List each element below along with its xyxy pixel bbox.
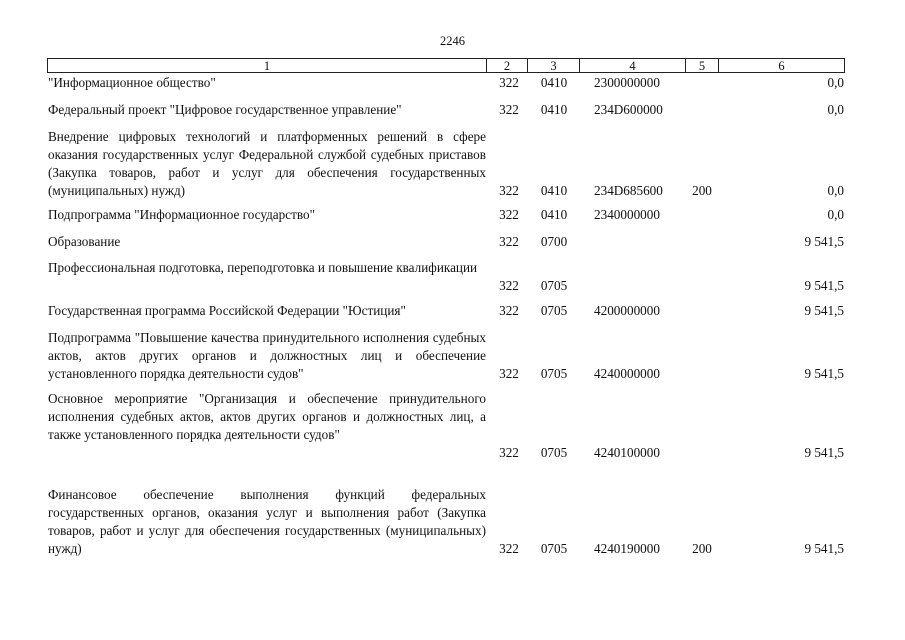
table-row (0, 74, 905, 92)
table-row (0, 329, 905, 383)
header-col-3: 3 (527, 58, 579, 73)
row-col-4: 234D685600 (594, 183, 663, 198)
row-name: Образование (48, 234, 121, 249)
row-col-6: 9 541,5 (804, 234, 844, 249)
row-col-4: 4240100000 (594, 445, 660, 460)
row-col-2: 322 (499, 445, 519, 460)
row-col-3: 0410 (540, 183, 568, 198)
row-col-2: 322 (499, 75, 519, 90)
row-col-5: 200 (692, 183, 712, 198)
row-col-2: 322 (499, 207, 519, 222)
row-col-6: 9 541,5 (804, 445, 844, 460)
table-row (0, 259, 905, 295)
row-col-3: 0705 (540, 445, 568, 460)
row-col-4: 4200000000 (594, 303, 660, 318)
row-col-6: 9 541,5 (804, 303, 844, 318)
row-name: Государственная программа Российской Федерации "Юстиция" (48, 303, 406, 318)
row-name: Подпрограмма "Информационное государство" (48, 207, 315, 222)
row-col-6: 9 541,5 (804, 366, 844, 381)
header-col-5: 5 (685, 58, 718, 73)
row-col-2: 322 (499, 366, 519, 381)
table-row (0, 206, 905, 224)
table-row (0, 390, 905, 462)
row-col-4: 4240190000 (594, 541, 660, 556)
row-col-6: 0,0 (827, 102, 844, 117)
row-name: Внедрение цифровых технологий и платформенных решений в сфере оказания государственных услуг Федеральной службой судебных приставов (Закупка товаров, работ и услуг для обеспечения государственных (муниципальных) нужд) (48, 129, 486, 198)
row-col-3: 0705 (540, 541, 568, 556)
table-row (0, 233, 905, 251)
row-col-5: 200 (692, 541, 712, 556)
row-col-6: 9 541,5 (804, 541, 844, 556)
row-col-3: 0410 (540, 102, 568, 117)
row-col-2: 322 (499, 234, 519, 249)
row-col-6: 0,0 (827, 207, 844, 222)
row-col-6: 0,0 (827, 183, 844, 198)
row-col-2: 322 (499, 183, 519, 198)
header-col-6: 6 (718, 58, 845, 73)
table-row (0, 302, 905, 320)
row-col-3: 0410 (540, 75, 568, 90)
row-col-2: 322 (499, 303, 519, 318)
row-col-3: 0705 (540, 303, 568, 318)
row-col-3: 0705 (540, 278, 568, 293)
row-col-2: 322 (499, 102, 519, 117)
table-row (0, 486, 905, 558)
row-col-3: 0705 (540, 366, 568, 381)
row-col-4: 234D600000 (594, 102, 663, 117)
row-col-6: 0,0 (827, 75, 844, 90)
header-col-4: 4 (579, 58, 685, 73)
row-name: Основное мероприятие "Организация и обеспечение принудительного исполнения судебных актов, актов других органов и должностных лиц, а также установленного порядка деятельности судов" (48, 391, 486, 442)
row-col-3: 0410 (540, 207, 568, 222)
page-number: 2246 (440, 34, 465, 48)
table-row (0, 101, 905, 119)
row-col-4: 2340000000 (594, 207, 660, 222)
row-col-6: 9 541,5 (804, 278, 844, 293)
row-name: Профессиональная подготовка, переподготовка и повышение квалификации (48, 260, 478, 275)
row-name: Подпрограмма "Повышение качества принудительного исполнения судебных актов, актов других органов и должностных лиц и обеспечение установленного порядка деятельности судов" (48, 330, 486, 381)
row-col-2: 322 (499, 278, 519, 293)
row-name: Финансовое обеспечение выполнения функций федеральных государственных органов, оказания услуг и выполнения работ (Закупка товаров, работ и услуг для обеспечения государственных (муниципальных) нужд) (48, 487, 486, 556)
table-row (0, 128, 905, 200)
row-col-4: 2300000000 (594, 75, 660, 90)
header-col-1: 1 (47, 58, 486, 73)
header-col-2: 2 (486, 58, 527, 73)
row-name: Федеральный проект "Цифровое государственное управление" (48, 102, 402, 117)
row-col-3: 0700 (540, 234, 568, 249)
row-name: "Информационное общество" (48, 75, 216, 90)
row-col-2: 322 (499, 541, 519, 556)
row-col-4: 4240000000 (594, 366, 660, 381)
